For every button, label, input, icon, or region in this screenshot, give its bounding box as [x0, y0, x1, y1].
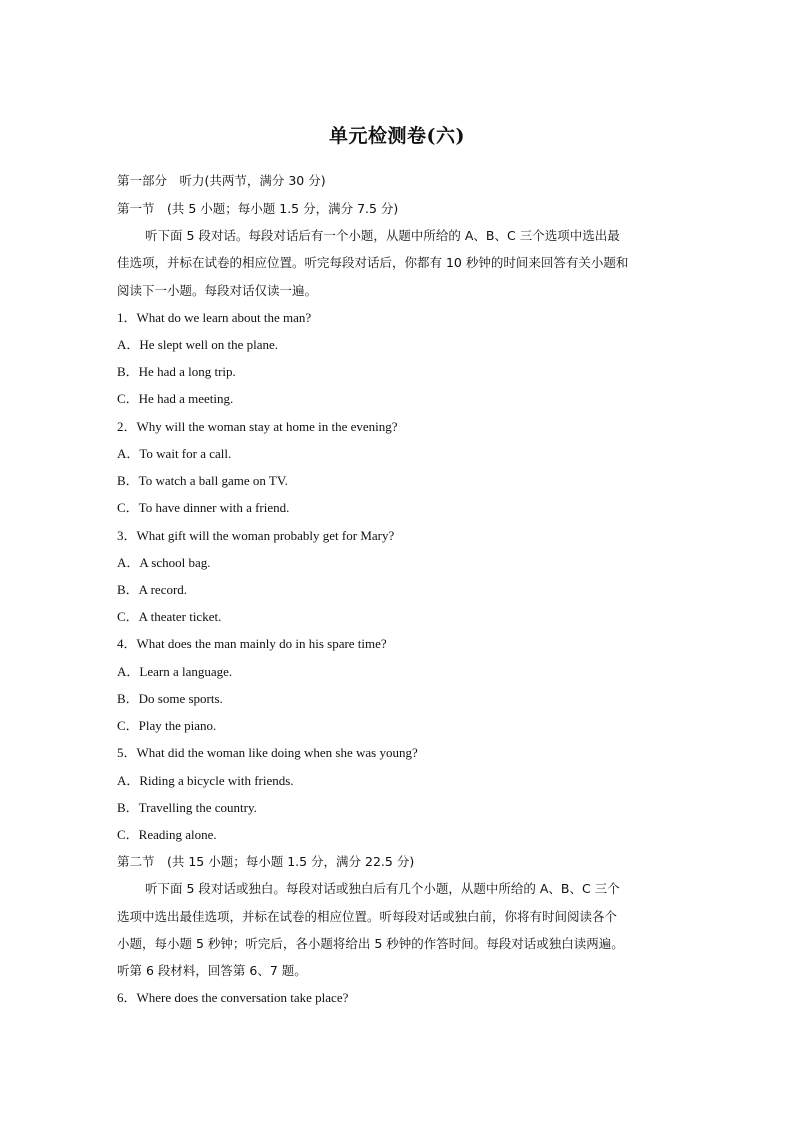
section2-instructions-line2: 选项中选出最佳选项，并标在试卷的相应位置。听每段对话或独白前，你将有时间阅读各个: [117, 909, 618, 924]
question-5: 5．What did the woman like doing when she was young?: [117, 745, 418, 760]
section1-instructions-line3: 阅读下一小题。每段对话仅读一遍。: [117, 283, 318, 298]
material-note: 听第 6 段材料，回答第 6、7 题。: [117, 963, 307, 978]
question-2-option-c: C．To have dinner with a friend.: [117, 500, 290, 515]
question-3-option-c: C．A theater ticket.: [117, 609, 222, 624]
question-1-option-c: C．He had a meeting.: [117, 391, 234, 406]
question-4: 4．What does the man mainly do in his spare time?: [117, 636, 387, 651]
question-2: 2．Why will the woman stay at home in the evening?: [117, 419, 398, 434]
question-2-option-b: B．To watch a ball game on TV.: [117, 473, 288, 488]
section1-instructions-line1: 听下面 5 段对话。每段对话后有一个小题，从题中所给的 A、B、C 三个选项中选出最: [145, 228, 620, 243]
question-5-option-a: A．Riding a bicycle with friends.: [117, 773, 294, 788]
question-4-option-a: A．Learn a language.: [117, 664, 233, 679]
question-5-option-b: B．Travelling the country.: [117, 800, 257, 815]
section1-heading: 第一节 (共 5 小题；每小题 1.5 分，满分 7.5 分): [117, 201, 399, 216]
question-4-option-c: C．Play the piano.: [117, 718, 217, 733]
question-2-option-a: A．To wait for a call.: [117, 446, 232, 461]
part1-heading: 第一部分 听力(共两节，满分 30 分): [117, 173, 326, 188]
section2-instructions-line1: 听下面 5 段对话或独白。每段对话或独白后有几个小题，从题中所给的 A、B、C 三个: [145, 881, 620, 896]
question-3-option-b: B．A record.: [117, 582, 188, 597]
question-4-option-b: B．Do some sports.: [117, 691, 223, 706]
section2-heading: 第二节 (共 15 小题；每小题 1.5 分，满分 22.5 分): [117, 854, 415, 869]
question-1: 1．What do we learn about the man?: [117, 310, 312, 325]
question-3: 3．What gift will the woman probably get for Mary?: [117, 528, 395, 543]
question-5-option-c: C．Reading alone.: [117, 827, 217, 842]
question-6: 6．Where does the conversation take place?: [117, 990, 349, 1005]
question-3-option-a: A．A school bag.: [117, 555, 211, 570]
question-1-option-a: A．He slept well on the plane.: [117, 337, 279, 352]
section2-instructions-line3: 小题，每小题 5 秒钟；听完后，各小题将给出 5 秒钟的作答时间。每段对话或独白读两遍。: [117, 936, 624, 951]
page-title: 单元检测卷(六): [329, 125, 465, 147]
question-1-option-b: B．He had a long trip.: [117, 364, 236, 379]
section1-instructions-line2: 佳选项，并标在试卷的相应位置。听完每段对话后，你都有 10 秒钟的时间来回答有关小题和: [117, 255, 629, 270]
